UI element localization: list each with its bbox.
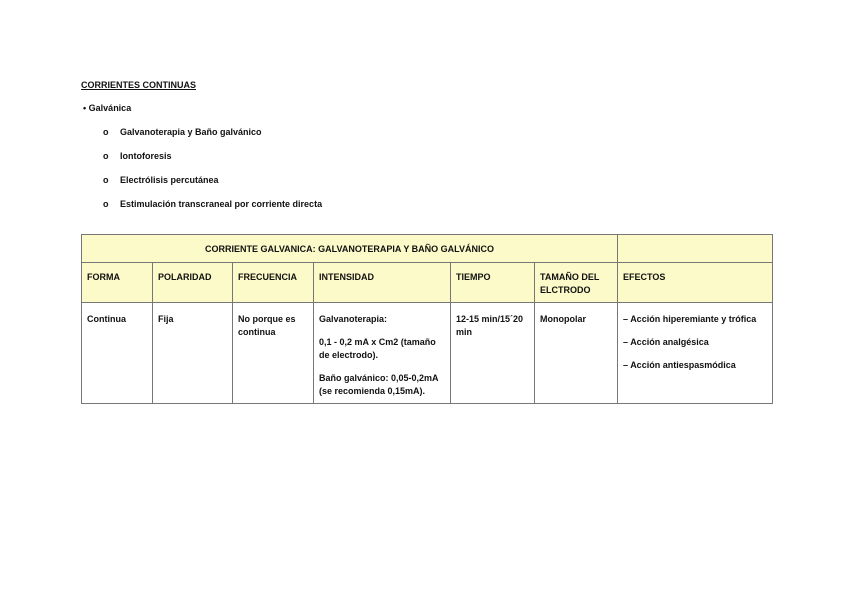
cell-tiempo: 12-15 min/15´20 min [451,303,535,404]
bullet-item [83,103,131,113]
sub-item-label: Galvanoterapia y Baño galvánico [120,127,262,137]
sub-item [103,175,219,185]
intensidad-line: 0,1 - 0,2 mA x Cm2 (tamaño de electrodo). [319,337,436,360]
header-tamano: TAMAÑO DEL ELCTRODO [535,263,618,303]
section-heading: CORRIENTES CONTINUAS [81,80,197,90]
sub-marker: o [103,151,109,161]
sub-item-label: Estimulación transcraneal por corriente directa [120,199,323,209]
sub-marker: o [103,127,109,137]
header-intensidad: INTENSIDAD [314,263,451,303]
table-caption: CORRIENTE GALVANICA: GALVANOTERAPIA Y BAÑO GALVÁNICO [82,235,618,263]
cell-forma: Continua [82,303,153,404]
sub-marker: o [103,175,109,185]
efecto-item: – Acción hiperemiante y trófica [623,314,757,324]
sub-marker: o [103,199,109,209]
sub-item [103,127,262,137]
header-tiempo: TIEMPO [451,263,535,303]
cell-intensidad [314,303,451,404]
caption-empty-cell [618,235,773,263]
bullet-marker: • [83,103,87,113]
galvanic-table [81,234,773,404]
header-frecuencia: FRECUENCIA [233,263,314,303]
header-efectos: EFECTOS [618,263,773,303]
intensidad-line: Baño galvánico: 0,05-0,2mA (se recomienda 0,15mA). [319,373,439,396]
cell-tamano: Monopolar [535,303,618,404]
efecto-item: – Acción antiespasmódica [623,360,736,370]
header-forma: FORMA [82,263,153,303]
cell-frecuencia: No porque es continua [233,303,314,404]
cell-polaridad: Fija [153,303,233,404]
table-row [82,303,773,404]
efecto-item: – Acción analgésica [623,337,709,347]
bullet-label: Galvánica [88,103,132,113]
intensidad-line: Galvanoterapia: [319,314,388,324]
sub-item-label: Iontoforesis [120,151,172,161]
sub-item [103,151,172,161]
sub-item [103,199,322,209]
sub-item-label: Electrólisis percutánea [120,175,219,185]
cell-efectos [618,303,773,404]
header-polaridad: POLARIDAD [153,263,233,303]
